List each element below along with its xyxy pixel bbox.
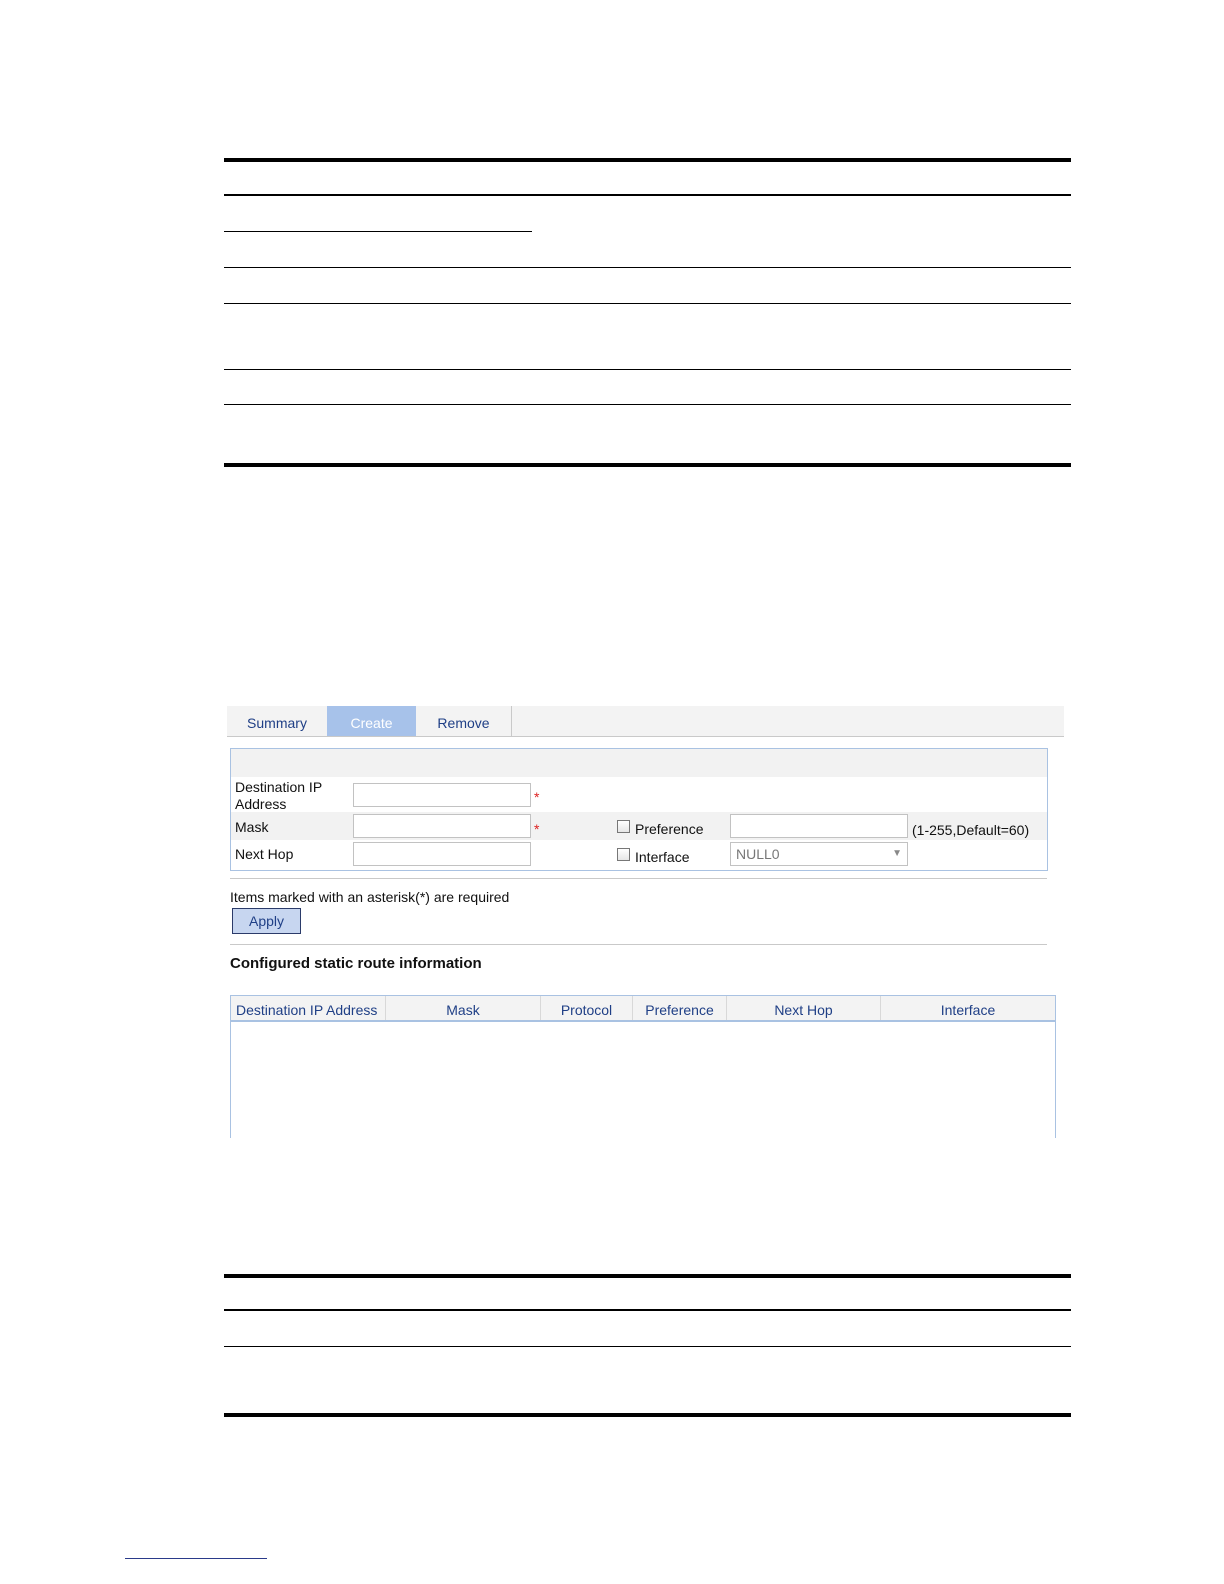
column-mask[interactable]: Mask bbox=[386, 996, 541, 1020]
form-header-band bbox=[231, 749, 1047, 777]
column-destination-ip[interactable]: Destination IP Address bbox=[231, 996, 386, 1020]
table-row-rule bbox=[224, 369, 1071, 370]
tab-bar bbox=[227, 706, 1064, 737]
table-bottom-rule bbox=[224, 463, 1071, 467]
footnote-link-underline bbox=[125, 1558, 267, 1559]
create-route-form bbox=[230, 748, 1048, 871]
next-hop-input[interactable] bbox=[353, 842, 531, 866]
divider bbox=[230, 944, 1047, 945]
table-row-rule bbox=[224, 267, 1071, 268]
column-preference[interactable]: Preference bbox=[633, 996, 727, 1020]
required-fields-note: Items marked with an asterisk(*) are required bbox=[230, 889, 510, 905]
chevron-down-icon: ▼ bbox=[892, 848, 902, 859]
mask-input[interactable] bbox=[353, 814, 531, 838]
column-protocol[interactable]: Protocol bbox=[541, 996, 633, 1020]
table-header-rule bbox=[224, 1309, 1071, 1311]
tab-create[interactable]: Create bbox=[327, 706, 416, 736]
table-row-rule bbox=[224, 404, 1071, 405]
table-top-rule bbox=[224, 1274, 1071, 1278]
interface-checkbox[interactable] bbox=[617, 848, 630, 861]
static-route-table bbox=[230, 995, 1056, 1138]
destination-ip-input[interactable] bbox=[353, 783, 531, 807]
preference-input[interactable] bbox=[730, 814, 908, 838]
next-hop-label: Next Hop bbox=[235, 846, 294, 862]
table-header-rule bbox=[224, 194, 1071, 196]
table-top-rule bbox=[224, 158, 1071, 162]
divider bbox=[230, 878, 1047, 879]
preference-label: Preference bbox=[635, 821, 704, 837]
table-header bbox=[231, 996, 1055, 1022]
table-row-rule bbox=[224, 303, 1071, 304]
column-interface[interactable]: Interface bbox=[940, 1002, 996, 1018]
mask-label: Mask bbox=[235, 819, 269, 835]
tab-remove[interactable]: Remove bbox=[416, 706, 512, 736]
preference-range-hint: (1-255,Default=60) bbox=[912, 822, 1030, 838]
column-next-hop[interactable]: Next Hop bbox=[727, 996, 881, 1020]
table-sub-rule bbox=[224, 231, 532, 232]
interface-label: Interface bbox=[635, 849, 690, 865]
destination-ip-label: Destination IP Address bbox=[235, 779, 323, 812]
section-title: Configured static route information bbox=[230, 955, 482, 972]
tab-summary[interactable]: Summary bbox=[247, 715, 307, 731]
required-star: * bbox=[534, 789, 540, 805]
preference-checkbox[interactable] bbox=[617, 820, 630, 833]
table-row-rule bbox=[224, 1346, 1071, 1347]
apply-button[interactable]: Apply bbox=[232, 908, 301, 934]
table-bottom-rule bbox=[224, 1413, 1071, 1417]
required-star: * bbox=[534, 821, 540, 837]
static-route-create-screenshot bbox=[227, 706, 1065, 1138]
interface-select[interactable]: NULL0 ▼ bbox=[730, 842, 908, 866]
